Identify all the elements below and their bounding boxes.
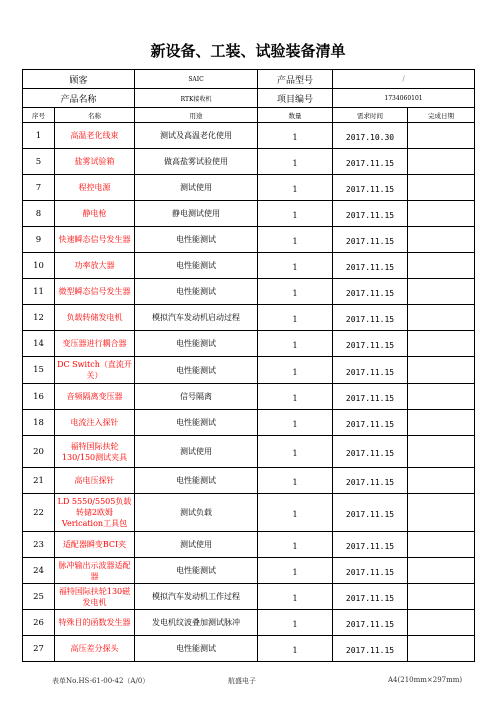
- cell-date: 2017.11.15: [333, 201, 408, 227]
- cell-qty: 1: [258, 175, 333, 201]
- cell-done: [408, 227, 475, 253]
- cell-use: 测试使用: [135, 532, 258, 558]
- cell-name: 负载转储发电机: [55, 305, 135, 331]
- cell-qty: 1: [258, 410, 333, 436]
- cell-use: 测试使用: [135, 175, 258, 201]
- cell-no: 27: [23, 636, 55, 662]
- cell-date: 2017.10.30: [333, 123, 408, 149]
- cell-name: 音频隔离变压器: [55, 384, 135, 410]
- cell-date: 2017.11.15: [333, 436, 408, 468]
- customer-label: 顾客: [23, 70, 135, 89]
- column-header: 序号: [23, 108, 55, 123]
- cell-use: 模拟汽车发动机工作过程: [135, 584, 258, 610]
- cell-name: 脉冲输出示波器适配器: [55, 558, 135, 584]
- cell-use: 电性能测试: [135, 468, 258, 494]
- table-row: [23, 384, 475, 410]
- cell-name: 特殊目的函数发生器: [55, 610, 135, 636]
- cell-use: 发电机纹波叠加测试脉冲: [135, 610, 258, 636]
- table-row: [23, 584, 475, 610]
- cell-done: [408, 494, 475, 532]
- equipment-table: [22, 69, 475, 662]
- cell-name: 微型瞬态信号发生器: [55, 279, 135, 305]
- cell-no: 5: [23, 149, 55, 175]
- cell-use: 电性能测试: [135, 558, 258, 584]
- cell-qty: 1: [258, 123, 333, 149]
- cell-done: [408, 436, 475, 468]
- cell-name: 高电压探针: [55, 468, 135, 494]
- cell-qty: 1: [258, 532, 333, 558]
- column-header: 数量: [258, 108, 333, 123]
- table-row: [23, 494, 475, 532]
- cell-no: 21: [23, 468, 55, 494]
- cell-no: 10: [23, 253, 55, 279]
- cell-name: 适配器瞬变BCI夹: [55, 532, 135, 558]
- cell-done: [408, 279, 475, 305]
- cell-name: DC Switch（直流开关）: [55, 357, 135, 384]
- cell-done: [408, 610, 475, 636]
- cell-qty: 1: [258, 331, 333, 357]
- cell-use: 测试负载: [135, 494, 258, 532]
- cell-no: 12: [23, 305, 55, 331]
- cell-date: 2017.11.15: [333, 253, 408, 279]
- table-row: [23, 636, 475, 662]
- customer-value: SAIC: [135, 70, 258, 89]
- cell-qty: 1: [258, 636, 333, 662]
- cell-name: 福特国际扶轮130/150测试夹具: [55, 436, 135, 468]
- table-row: [23, 305, 475, 331]
- cell-done: [408, 384, 475, 410]
- cell-date: 2017.11.15: [333, 279, 408, 305]
- cell-no: 26: [23, 610, 55, 636]
- cell-use: 电性能测试: [135, 331, 258, 357]
- table-row: [23, 410, 475, 436]
- cell-use: 电性能测试: [135, 253, 258, 279]
- table-row: [23, 149, 475, 175]
- cell-use: 测试使用: [135, 436, 258, 468]
- cell-no: 15: [23, 357, 55, 384]
- cell-date: 2017.11.15: [333, 610, 408, 636]
- cell-done: [408, 253, 475, 279]
- cell-date: 2017.11.15: [333, 410, 408, 436]
- cell-date: 2017.11.15: [333, 331, 408, 357]
- cell-date: 2017.11.15: [333, 558, 408, 584]
- cell-qty: 1: [258, 610, 333, 636]
- cell-date: 2017.11.15: [333, 584, 408, 610]
- cell-date: 2017.11.15: [333, 149, 408, 175]
- page-title: 新设备、工装、试验装备清单: [150, 42, 346, 60]
- cell-qty: 1: [258, 253, 333, 279]
- cell-name: 福特国际扶轮130磁发电机: [55, 584, 135, 610]
- cell-use: 电性能测试: [135, 227, 258, 253]
- cell-name: 高温老化线束: [55, 123, 135, 149]
- model-value: /: [333, 70, 475, 89]
- project-value: 1734060101: [333, 89, 475, 108]
- cell-date: 2017.11.15: [333, 305, 408, 331]
- cell-qty: 1: [258, 494, 333, 532]
- table-row: [23, 468, 475, 494]
- cell-done: [408, 468, 475, 494]
- cell-use: 做高盐雾试验使用: [135, 149, 258, 175]
- cell-use: 电性能测试: [135, 636, 258, 662]
- cell-date: 2017.11.15: [333, 532, 408, 558]
- cell-use: 静电测试使用: [135, 201, 258, 227]
- table-row: [23, 253, 475, 279]
- cell-use: 信号隔离: [135, 384, 258, 410]
- cell-no: 14: [23, 331, 55, 357]
- cell-name: 高压差分探头: [55, 636, 135, 662]
- cell-done: [408, 584, 475, 610]
- cell-done: [408, 175, 475, 201]
- cell-name: 电流注入探针: [55, 410, 135, 436]
- cell-qty: 1: [258, 357, 333, 384]
- table-row: [23, 436, 475, 468]
- table-row: [23, 201, 475, 227]
- column-header: 名称: [55, 108, 135, 123]
- cell-name: 盐雾试验箱: [55, 149, 135, 175]
- cell-no: 25: [23, 584, 55, 610]
- column-header: 需求时间: [333, 108, 408, 123]
- cell-name: 快速瞬态信号发生器: [55, 227, 135, 253]
- cell-qty: 1: [258, 468, 333, 494]
- cell-done: [408, 149, 475, 175]
- cell-no: 1: [23, 123, 55, 149]
- cell-name: 静电枪: [55, 201, 135, 227]
- cell-use: 电性能测试: [135, 279, 258, 305]
- product-label: 产品名称: [23, 89, 135, 108]
- cell-no: 9: [23, 227, 55, 253]
- cell-qty: 1: [258, 384, 333, 410]
- column-header-row: [23, 108, 475, 123]
- company-name: 航盛电子: [228, 677, 256, 685]
- cell-done: [408, 331, 475, 357]
- cell-name: 功率放大器: [55, 253, 135, 279]
- table-row: [23, 610, 475, 636]
- paper-size: A4(210mm×297mm): [388, 676, 463, 684]
- cell-qty: 1: [258, 558, 333, 584]
- cell-date: 2017.11.15: [333, 357, 408, 384]
- column-header: 完成日期: [408, 108, 475, 123]
- table-row: [23, 279, 475, 305]
- table-row: [23, 558, 475, 584]
- cell-use: 测试及高温老化使用: [135, 123, 258, 149]
- cell-use: 模拟汽车发动机启动过程: [135, 305, 258, 331]
- cell-done: [408, 532, 475, 558]
- cell-done: [408, 201, 475, 227]
- project-label: 项目编号: [258, 89, 333, 108]
- cell-name: LD 5550/5505负载转储2欧姆Verication工具包: [55, 494, 135, 532]
- model-label: 产品型号: [258, 70, 333, 89]
- cell-qty: 1: [258, 149, 333, 175]
- cell-date: 2017.11.15: [333, 384, 408, 410]
- cell-no: 18: [23, 410, 55, 436]
- cell-qty: 1: [258, 436, 333, 468]
- cell-no: 24: [23, 558, 55, 584]
- cell-date: 2017.11.15: [333, 494, 408, 532]
- cell-done: [408, 123, 475, 149]
- table-row: [23, 357, 475, 384]
- table-row: [23, 532, 475, 558]
- cell-date: 2017.11.15: [333, 227, 408, 253]
- customer-row: [23, 70, 475, 89]
- cell-done: [408, 357, 475, 384]
- cell-done: [408, 305, 475, 331]
- product-row: [23, 89, 475, 108]
- table-row: [23, 331, 475, 357]
- cell-no: 7: [23, 175, 55, 201]
- form-number: 表单No.HS-61-00-42（A/0）: [52, 677, 150, 685]
- cell-no: 23: [23, 532, 55, 558]
- cell-use: 电性能测试: [135, 357, 258, 384]
- cell-done: [408, 410, 475, 436]
- cell-name: 变压器进行耦合器: [55, 331, 135, 357]
- column-header: 用途: [135, 108, 258, 123]
- cell-qty: 1: [258, 305, 333, 331]
- cell-use: 电性能测试: [135, 410, 258, 436]
- cell-qty: 1: [258, 227, 333, 253]
- cell-qty: 1: [258, 201, 333, 227]
- cell-name: 程控电源: [55, 175, 135, 201]
- cell-date: 2017.11.15: [333, 468, 408, 494]
- cell-no: 22: [23, 494, 55, 532]
- cell-no: 16: [23, 384, 55, 410]
- table-row: [23, 227, 475, 253]
- table-row: [23, 123, 475, 149]
- cell-date: 2017.11.15: [333, 636, 408, 662]
- cell-qty: 1: [258, 584, 333, 610]
- cell-done: [408, 558, 475, 584]
- cell-date: 2017.11.15: [333, 175, 408, 201]
- table-row: [23, 175, 475, 201]
- cell-qty: 1: [258, 279, 333, 305]
- cell-no: 20: [23, 436, 55, 468]
- cell-no: 11: [23, 279, 55, 305]
- cell-no: 8: [23, 201, 55, 227]
- cell-done: [408, 636, 475, 662]
- product-value: RTK接收机: [135, 89, 258, 108]
